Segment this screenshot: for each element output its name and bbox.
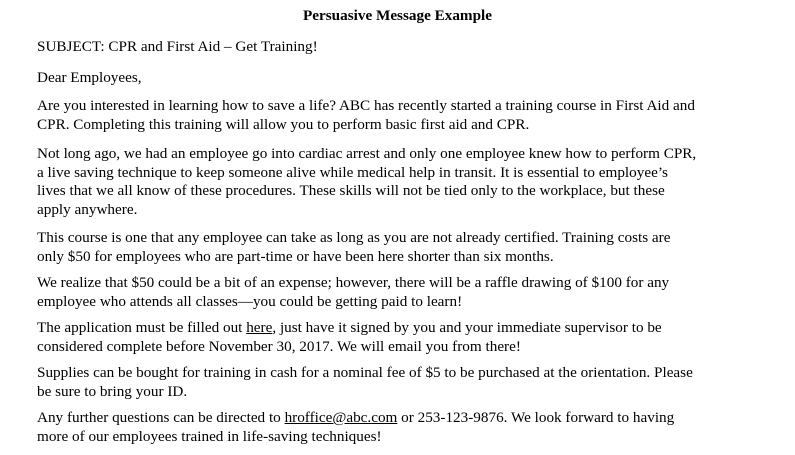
document-title: Persuasive Message Example [303,7,492,24]
paragraph-4-line-1: We realize that $50 could be a bit of an expense; however, there will be a raffle drawing of $100 for any [37,274,670,291]
application-here-link[interactable]: here [246,319,273,336]
paragraph-7-line-1 [37,408,674,427]
paragraph-1-line-2: CPR. Completing this training will allow you to perform basic first aid and CPR. [37,116,530,133]
paragraph-1-line-1: Are you interested in learning how to save a life? ABC has recently started a training course in First Aid and [37,97,695,114]
paragraph-7-line-2: more of our employees trained in life-saving techniques! [37,428,382,445]
paragraph-2-line-3: lives that we all know of these procedures. These skills will not be tied only to the workplace, but these [37,182,665,199]
paragraph-2-line-1: Not long ago, we had an employee go into cardiac arrest and only one employee knew how to perform CPR, [37,145,697,162]
paragraph-5-text-after-link: , just have it signed by you and your immediate supervisor to be [272,319,662,336]
paragraph-5-line-1 [37,318,662,337]
greeting: Dear Employees, [37,69,142,86]
email-link[interactable]: hroffice@abc.com [284,409,398,426]
paragraph-5-text-before-link: The application must be filled out [37,319,247,336]
paragraph-4-line-2: employee who attends all classes—you could be getting paid to learn! [37,293,463,310]
paragraph-6-line-1: Supplies can be bought for training in cash for a nominal fee of $5 to be purchased at the orientation. Please [37,364,693,381]
paragraph-5-line-2: considered complete before November 30, 2017. We will email you from there! [37,338,521,355]
paragraph-6-line-2: be sure to bring your ID. [37,383,188,400]
paragraph-3-line-1: This course is one that any employee can take as long as you are not already certified. Training costs are [37,229,671,246]
paragraph-7-text-after-link: or 253-123-9876. We look forward to having [397,409,675,426]
paragraph-2-line-4: apply anywhere. [37,201,138,218]
paragraph-3-line-2: only $50 for employees who are part-time or have been here shorter than six months. [37,248,554,265]
paragraph-7-text-before-link: Any further questions can be directed to [37,409,285,426]
paragraph-2-line-2: a live saving technique to keep someone alive while medical help in transit. It is essential to employee’s [37,164,668,181]
subject-line: SUBJECT: CPR and First Aid – Get Training! [37,38,318,55]
